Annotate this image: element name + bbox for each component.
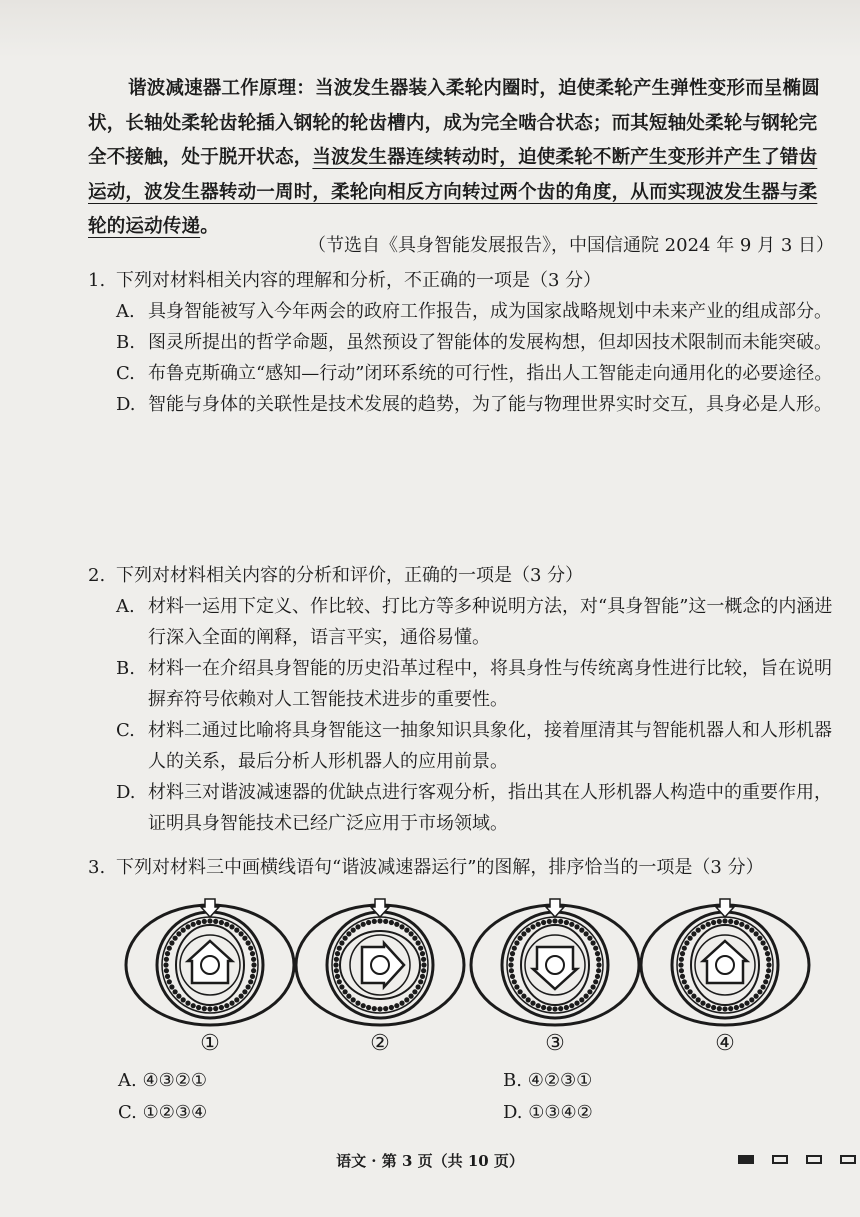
gear-tooth — [251, 962, 256, 967]
gear-tooth — [355, 1001, 360, 1006]
gear-tooth — [169, 984, 174, 989]
option-d[interactable] — [88, 777, 833, 839]
gear-tooth — [165, 974, 170, 979]
gear-tooth — [173, 989, 178, 994]
gear-tooth — [207, 1006, 212, 1011]
gear-tooth — [574, 1001, 579, 1006]
gear-tooth — [163, 962, 168, 967]
gear-tooth — [389, 1005, 394, 1010]
wave-generator-arrow — [533, 947, 577, 989]
gear-tooth — [696, 928, 701, 933]
gear-tooth — [508, 962, 513, 967]
gear-tooth — [680, 974, 685, 979]
position-marker — [201, 899, 219, 917]
gear-tooth — [167, 979, 172, 984]
gear-tooth — [404, 997, 409, 1002]
answer-text: ④②③① — [527, 1070, 593, 1091]
answer-letter: A. — [118, 1070, 137, 1091]
option-text: 图灵所提出的哲学命题，虽然预设了智能体的发展构想，但却因技术限制而未能突破。 — [148, 332, 832, 353]
figure-4 — [635, 893, 815, 1063]
gear-tooth — [691, 931, 696, 936]
gear-tooth — [196, 920, 201, 925]
answer-text: ④③②① — [142, 1070, 208, 1091]
top-scan-strip — [0, 0, 860, 58]
gear-tooth — [412, 989, 417, 994]
gear-tooth — [229, 924, 234, 929]
option-b[interactable] — [88, 327, 833, 358]
gear-tooth — [416, 984, 421, 989]
gear-tooth — [541, 1005, 546, 1010]
gear-tooth — [711, 920, 716, 925]
gear-tooth — [346, 931, 351, 936]
gear-tooth — [766, 962, 771, 967]
gear-tooth — [250, 974, 255, 979]
gear-tooth — [339, 984, 344, 989]
gear-tooth — [377, 918, 382, 923]
gear-tooth — [185, 1001, 190, 1006]
paragraph-text: 谐波减速器工作原理：当波发生器装入柔轮内圈时，迫使柔轮产生弹性变形而呈椭圆状，长轴处柔轮齿轮插入钢轮的轮齿槽内，成为完全啮合状态；而其短轴处柔轮与钢轮完全不接触，处于脱开状态， — [88, 78, 820, 168]
gear-tooth — [584, 994, 589, 999]
gear-tooth — [678, 962, 683, 967]
gear-tooth — [351, 997, 356, 1002]
gear-tooth — [509, 957, 514, 962]
option-a[interactable] — [88, 591, 833, 653]
gear-tooth — [207, 918, 212, 923]
wave-generator-arrow — [188, 941, 232, 983]
gear-tooth — [202, 919, 207, 924]
gear-tooth — [679, 968, 684, 973]
gear-tooth — [239, 931, 244, 936]
gear-tooth — [739, 922, 744, 927]
material-paragraph — [88, 72, 833, 245]
registration-marks — [738, 1155, 856, 1164]
question-stem: 下列对材料三中画横线语句“谐波减速器运行”的图解，排序恰当的一项是（3 分） — [116, 857, 764, 878]
gear-tooth — [591, 984, 596, 989]
question-1 — [88, 265, 833, 420]
gear-tooth — [334, 968, 339, 973]
gear-tooth — [682, 946, 687, 951]
gear-tooth — [765, 951, 770, 956]
gear-tooth — [250, 951, 255, 956]
gear-tooth — [518, 989, 523, 994]
gear-tooth — [761, 940, 766, 945]
gear-tooth — [593, 946, 598, 951]
gear-tooth — [421, 962, 426, 967]
gear-tooth — [680, 951, 685, 956]
option-letter: A. — [116, 301, 135, 322]
harmonic-drive-figures — [120, 893, 840, 1063]
answer-text: ①③④② — [528, 1102, 593, 1123]
gear-tooth — [394, 922, 399, 927]
option-text: 材料一在介绍具身智能的历史沿革过程中，将具身性与传统离身性进行比较，旨在说明摒弃符号依赖对人工智能技术进步的重要性。 — [148, 658, 832, 710]
gear-tooth — [229, 1001, 234, 1006]
gear-tooth — [355, 924, 360, 929]
gear-tooth — [239, 994, 244, 999]
gear-tooth — [682, 979, 687, 984]
gear-tooth — [722, 1006, 727, 1011]
gear-tooth — [510, 951, 515, 956]
gear-tooth — [173, 936, 178, 941]
gear-tooth — [420, 951, 425, 956]
gear-tooth — [593, 979, 598, 984]
gear-tooth — [757, 989, 762, 994]
position-marker — [371, 899, 389, 917]
gear-tooth — [536, 1003, 541, 1008]
gear-tooth — [558, 1006, 563, 1011]
gear-tooth — [409, 931, 414, 936]
question-stem: 下列对材料相关内容的分析和评价，正确的一项是（3 分） — [116, 565, 584, 586]
underlined-sentence: 当波发生器连续转动时，迫使柔轮不断产生变形并产生了错齿运动，波发生器转动一周时，柔轮向相反方向转过两个齿的角度，从而实现波发生器与柔轮的运动传递 — [88, 147, 818, 237]
gear-tooth — [744, 1001, 749, 1006]
gear-tooth — [181, 997, 186, 1002]
option-letter: A. — [116, 596, 135, 617]
gear-tooth — [530, 924, 535, 929]
source-citation: （节选自《具身智能发展报告》，中国信通院 2024 年 9 月 3 日） — [307, 235, 834, 256]
gear-tooth — [234, 997, 239, 1002]
option-b[interactable] — [88, 653, 833, 715]
gear-tooth — [564, 1005, 569, 1010]
gear-tooth — [394, 1003, 399, 1008]
gear-tooth — [213, 919, 218, 924]
gear-tooth — [514, 984, 519, 989]
gear-tooth — [558, 919, 563, 924]
gear-tooth — [696, 997, 701, 1002]
gear-tooth — [343, 989, 348, 994]
gear-tooth — [169, 940, 174, 945]
gear-tooth — [754, 931, 759, 936]
option-letter: B. — [116, 332, 135, 353]
answer-letter: D. — [503, 1102, 523, 1123]
gear-tooth — [412, 936, 417, 941]
gear-tooth — [734, 1005, 739, 1010]
gear-tooth — [164, 957, 169, 962]
answer-text: ①②③④ — [142, 1102, 208, 1123]
option-letter: C. — [116, 363, 135, 384]
gear-tooth — [248, 979, 253, 984]
gear-tooth — [552, 1006, 557, 1011]
gear-tooth — [337, 946, 342, 951]
gear-tooth — [749, 928, 754, 933]
gear-tooth — [728, 1006, 733, 1011]
answer-b[interactable] — [503, 1070, 592, 1091]
figure-label: ③ — [545, 1031, 565, 1056]
gear-tooth — [377, 1006, 382, 1011]
gear-tooth — [530, 1001, 535, 1006]
gear-tooth — [196, 1005, 201, 1010]
answer-a[interactable] — [118, 1070, 207, 1091]
gear-tooth — [722, 918, 727, 923]
option-text: 智能与身体的关联性是技术发展的趋势，为了能与物理世界实时交互，具身必是人形。 — [148, 394, 832, 415]
harmonic-drive-diagram-4 — [635, 893, 815, 1033]
option-text: 材料三对谐波减速器的优缺点进行客观分析，指出其在人形机器人构造中的重要作用，证明具身智能技术已经广泛应用于市场领域。 — [148, 782, 832, 834]
gear-tooth — [728, 919, 733, 924]
gear-tooth — [213, 1006, 218, 1011]
gear-tooth — [224, 922, 229, 927]
gear-tooth — [579, 997, 584, 1002]
question-number: 2. — [88, 565, 106, 586]
gear-tooth — [389, 920, 394, 925]
gear-tooth — [242, 936, 247, 941]
page-footer: 语文 · 第 3 页（共 10 页） — [336, 1152, 524, 1170]
figure-label: ② — [370, 1031, 390, 1056]
gear-tooth — [514, 940, 519, 945]
option-letter: D. — [116, 782, 136, 803]
gear-tooth — [749, 997, 754, 1002]
option-text: 材料二通过比喻将具身智能这一抽象知识具象化，接着厘清其与智能机器人和人形机器人的关系，最后分析人形机器人的应用前景。 — [148, 720, 832, 772]
gear-tooth — [765, 974, 770, 979]
gear-tooth — [202, 1006, 207, 1011]
gear-tooth — [684, 984, 689, 989]
gear-tooth — [510, 974, 515, 979]
gear-tooth — [191, 922, 196, 927]
gear-tooth — [416, 940, 421, 945]
gear-tooth — [361, 1003, 366, 1008]
harmonic-drive-diagram-1 — [120, 893, 300, 1033]
gear-tooth — [167, 946, 172, 951]
question-stem: 下列对材料相关内容的理解和分析，不正确的一项是（3 分） — [116, 270, 602, 291]
option-text: 材料一运用下定义、作比较、打比方等多种说明方法，对“具身智能”这一概念的内涵进行深入全面的阐释，语言平实，通俗易懂。 — [148, 596, 833, 648]
gear-tooth — [579, 928, 584, 933]
figure-1 — [120, 893, 300, 1063]
answer-letter: C. — [118, 1102, 137, 1123]
gear-tooth — [569, 1003, 574, 1008]
gear-tooth — [700, 924, 705, 929]
gear-tooth — [684, 940, 689, 945]
gear-tooth — [421, 968, 426, 973]
gear-tooth — [334, 957, 339, 962]
gear-tooth — [335, 951, 340, 956]
gear-tooth — [343, 936, 348, 941]
gear-tooth — [418, 979, 423, 984]
gear-tooth — [552, 918, 557, 923]
option-text: 布鲁克斯确立“感知—行动”闭环系统的可行性，指出人工智能走向通用化的必要途径。 — [148, 363, 833, 384]
gear-tooth — [366, 920, 371, 925]
gear-tooth — [541, 920, 546, 925]
harmonic-drive-diagram-3 — [465, 893, 645, 1033]
gear-tooth — [595, 951, 600, 956]
gear-tooth — [596, 957, 601, 962]
gear-tooth — [372, 1006, 377, 1011]
gear-tooth — [185, 924, 190, 929]
gear-tooth — [242, 989, 247, 994]
gear-tooth — [164, 968, 169, 973]
gear-tooth — [564, 920, 569, 925]
gear-tooth — [251, 968, 256, 973]
gear-tooth — [176, 994, 181, 999]
gear-tooth — [521, 994, 526, 999]
paragraph-end: 。 — [200, 216, 219, 237]
option-letter: B. — [116, 658, 135, 679]
gear-tooth — [509, 968, 514, 973]
gear-tooth — [706, 922, 711, 927]
gear-tooth — [409, 994, 414, 999]
gear-tooth — [418, 946, 423, 951]
gear-tooth — [757, 936, 762, 941]
filled-mark — [738, 1155, 754, 1164]
question-number: 3. — [88, 857, 106, 878]
gear-tooth — [700, 1001, 705, 1006]
gear-tooth — [691, 994, 696, 999]
gear-tooth — [366, 1005, 371, 1010]
gear-tooth — [181, 928, 186, 933]
position-marker — [546, 899, 564, 917]
figure-label: ① — [200, 1031, 220, 1056]
gear-tooth — [219, 920, 224, 925]
gear-tooth — [591, 940, 596, 945]
gear-tooth — [404, 928, 409, 933]
option-c[interactable] — [88, 715, 833, 777]
gear-tooth — [420, 974, 425, 979]
answer-letter: B. — [503, 1070, 522, 1091]
gear-tooth — [763, 946, 768, 951]
figure-3 — [465, 893, 645, 1063]
gear-tooth — [744, 924, 749, 929]
gear-tooth — [361, 922, 366, 927]
answer-d[interactable] — [503, 1102, 593, 1123]
gear-tooth — [569, 922, 574, 927]
gear-tooth — [248, 946, 253, 951]
gear-tooth — [766, 968, 771, 973]
gear-tooth — [688, 989, 693, 994]
gear-tooth — [688, 936, 693, 941]
option-letter: C. — [116, 720, 135, 741]
gear-tooth — [191, 1003, 196, 1008]
gear-tooth — [251, 957, 256, 962]
gear-tooth — [679, 957, 684, 962]
gear-tooth — [224, 1003, 229, 1008]
gear-tooth — [587, 989, 592, 994]
empty-mark — [772, 1155, 788, 1164]
harmonic-drive-diagram-2 — [290, 893, 470, 1033]
gear-tooth — [596, 968, 601, 973]
position-marker — [716, 899, 734, 917]
gear-tooth — [399, 924, 404, 929]
gear-tooth — [219, 1005, 224, 1010]
gear-tooth — [711, 1005, 716, 1010]
gear-tooth — [399, 1001, 404, 1006]
gear-tooth — [246, 940, 251, 945]
empty-mark — [806, 1155, 822, 1164]
gear-tooth — [717, 919, 722, 924]
gear-tooth — [717, 1006, 722, 1011]
gear-tooth — [337, 979, 342, 984]
gear-tooth — [165, 951, 170, 956]
gear-tooth — [383, 1006, 388, 1011]
gear-tooth — [596, 962, 601, 967]
wave-generator-arrow — [362, 943, 404, 987]
question-number: 1. — [88, 270, 106, 291]
option-c[interactable] — [88, 358, 833, 389]
gear-tooth — [536, 922, 541, 927]
gear-tooth — [383, 919, 388, 924]
gear-tooth — [766, 957, 771, 962]
gear-tooth — [734, 920, 739, 925]
gear-tooth — [739, 1003, 744, 1008]
gear-tooth — [574, 924, 579, 929]
gear-tooth — [518, 936, 523, 941]
gear-tooth — [372, 919, 377, 924]
option-d[interactable] — [88, 389, 833, 420]
gear-tooth — [761, 984, 766, 989]
gear-tooth — [584, 931, 589, 936]
option-letter: D. — [116, 394, 136, 415]
gear-tooth — [763, 979, 768, 984]
gear-tooth — [754, 994, 759, 999]
gear-tooth — [351, 928, 356, 933]
wave-generator-arrow — [703, 941, 747, 983]
question-3 — [88, 852, 833, 883]
gear-tooth — [246, 984, 251, 989]
gear-tooth — [421, 957, 426, 962]
answer-c[interactable] — [118, 1102, 207, 1123]
gear-tooth — [587, 936, 592, 941]
gear-tooth — [176, 931, 181, 936]
gear-tooth — [512, 946, 517, 951]
option-text: 具身智能被写入今年两会的政府工作报告，成为国家战略规划中未来产业的组成部分。 — [148, 301, 832, 322]
gear-tooth — [234, 928, 239, 933]
gear-tooth — [526, 928, 531, 933]
gear-tooth — [346, 994, 351, 999]
gear-tooth — [521, 931, 526, 936]
option-a[interactable] — [88, 296, 833, 327]
gear-tooth — [512, 979, 517, 984]
gear-tooth — [547, 1006, 552, 1011]
gear-tooth — [339, 940, 344, 945]
question-2 — [88, 560, 833, 839]
gear-tooth — [335, 974, 340, 979]
gear-tooth — [526, 997, 531, 1002]
gear-tooth — [333, 962, 338, 967]
gear-tooth — [706, 1003, 711, 1008]
gear-tooth — [547, 919, 552, 924]
gear-tooth — [595, 974, 600, 979]
empty-mark — [840, 1155, 856, 1164]
figure-label: ④ — [715, 1031, 735, 1056]
figure-2 — [290, 893, 470, 1063]
